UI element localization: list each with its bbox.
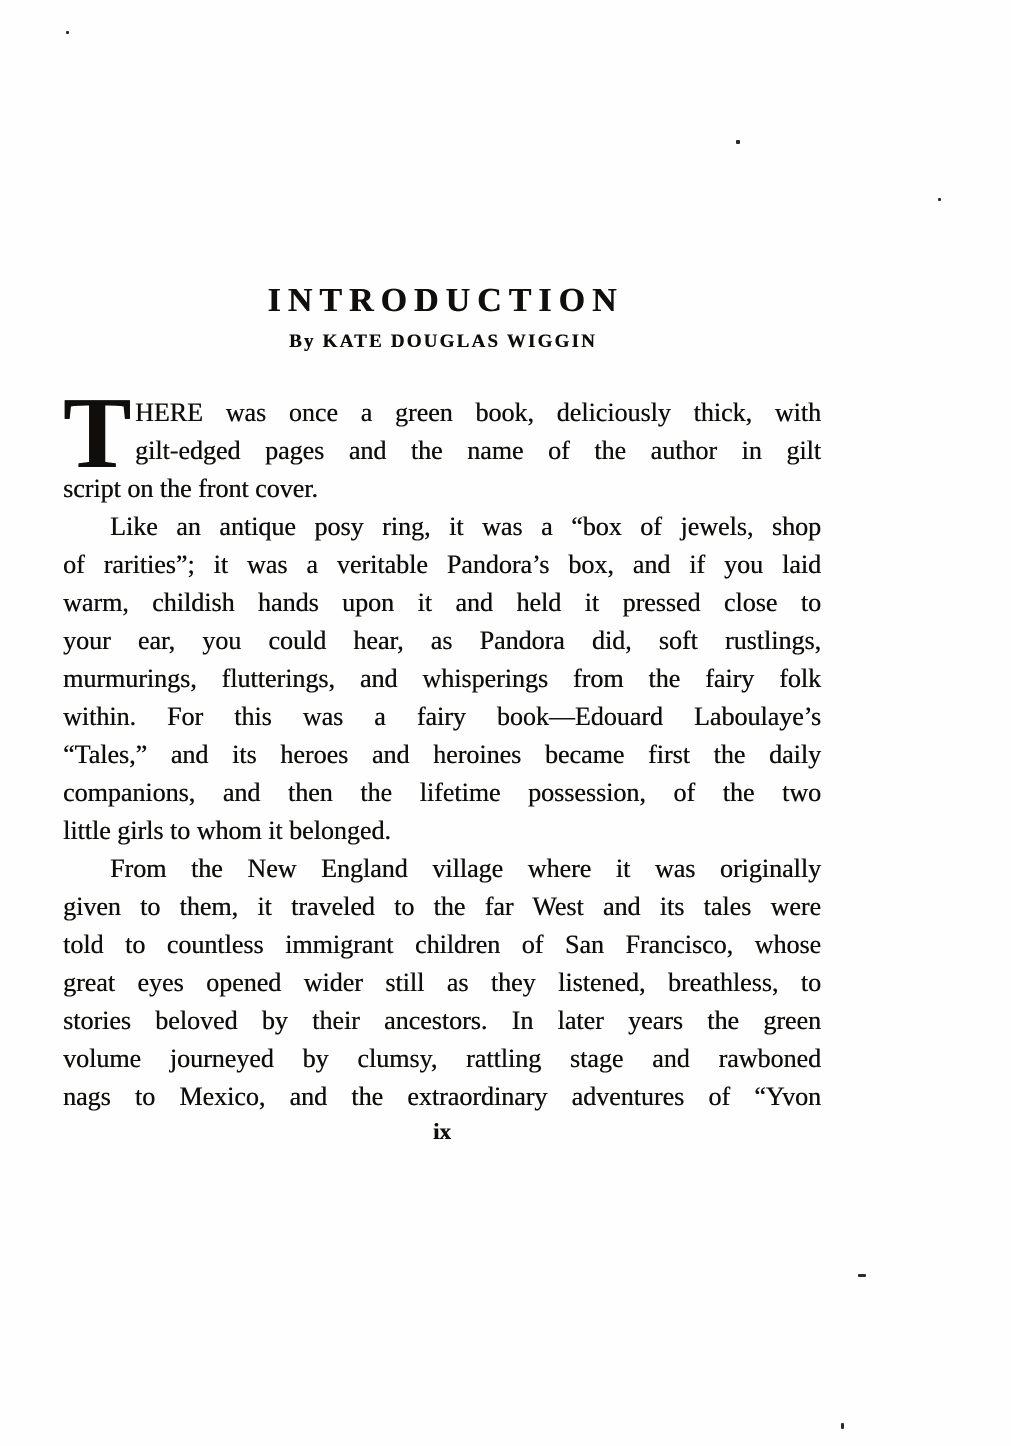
body-line: gilt-edged pages and the name of the author in gilt (135, 436, 821, 465)
scan-speck (841, 1423, 844, 1429)
body-line: within. For this was a fairy book—Edouard Laboulaye’s (63, 702, 821, 731)
byline: By KATE DOUGLAS WIGGIN (289, 331, 597, 352)
body-text (63, 377, 821, 1116)
scan-speck (938, 198, 941, 201)
body-line: “Tales,” and its heroes and heroines became first the daily (63, 740, 821, 769)
body-line: nags to Mexico, and the extraordinary adventures of “Yvon (63, 1082, 821, 1111)
page-number: ix (433, 1119, 451, 1144)
text-block (63, 0, 821, 1146)
body-line: murmurings, flutterings, and whisperings from the fairy folk (63, 664, 821, 693)
scan-speck (858, 1274, 866, 1277)
body-line: warm, childish hands upon it and held it pressed close to (63, 588, 821, 617)
body-line: your ear, you could hear, as Pandora did, soft rustlings, (63, 626, 821, 655)
body-line: volume journeyed by clumsy, rattling stage and rawboned (63, 1044, 821, 1073)
paragraph (63, 850, 821, 1116)
body-line: given to them, it traveled to the far West and its tales were (63, 892, 821, 921)
body-line: companions, and then the lifetime possession, of the two (63, 778, 821, 807)
body-line: told to countless immigrant children of San Francisco, whose (63, 930, 821, 959)
drop-cap: T (63, 377, 132, 490)
page-title: INTRODUCTION (267, 282, 624, 319)
body-line: of rarities”; it was a veritable Pandora’s box, and if you laid (63, 550, 821, 579)
body-line: stories beloved by their ancestors. In later years the green (63, 1006, 821, 1035)
body-line: script on the front cover. (63, 474, 318, 503)
body-line: great eyes opened wider still as they listened, breathless, to (63, 968, 821, 997)
body-line: From the New England village where it was originally (110, 854, 821, 883)
paragraph (63, 508, 821, 850)
body-line: Like an antique posy ring, it was a “box of jewels, shop (110, 512, 821, 541)
body-line: HERE was once a green book, deliciously thick, with (135, 398, 821, 427)
body-line: little girls to whom it belonged. (63, 816, 391, 845)
paragraph (63, 377, 821, 508)
